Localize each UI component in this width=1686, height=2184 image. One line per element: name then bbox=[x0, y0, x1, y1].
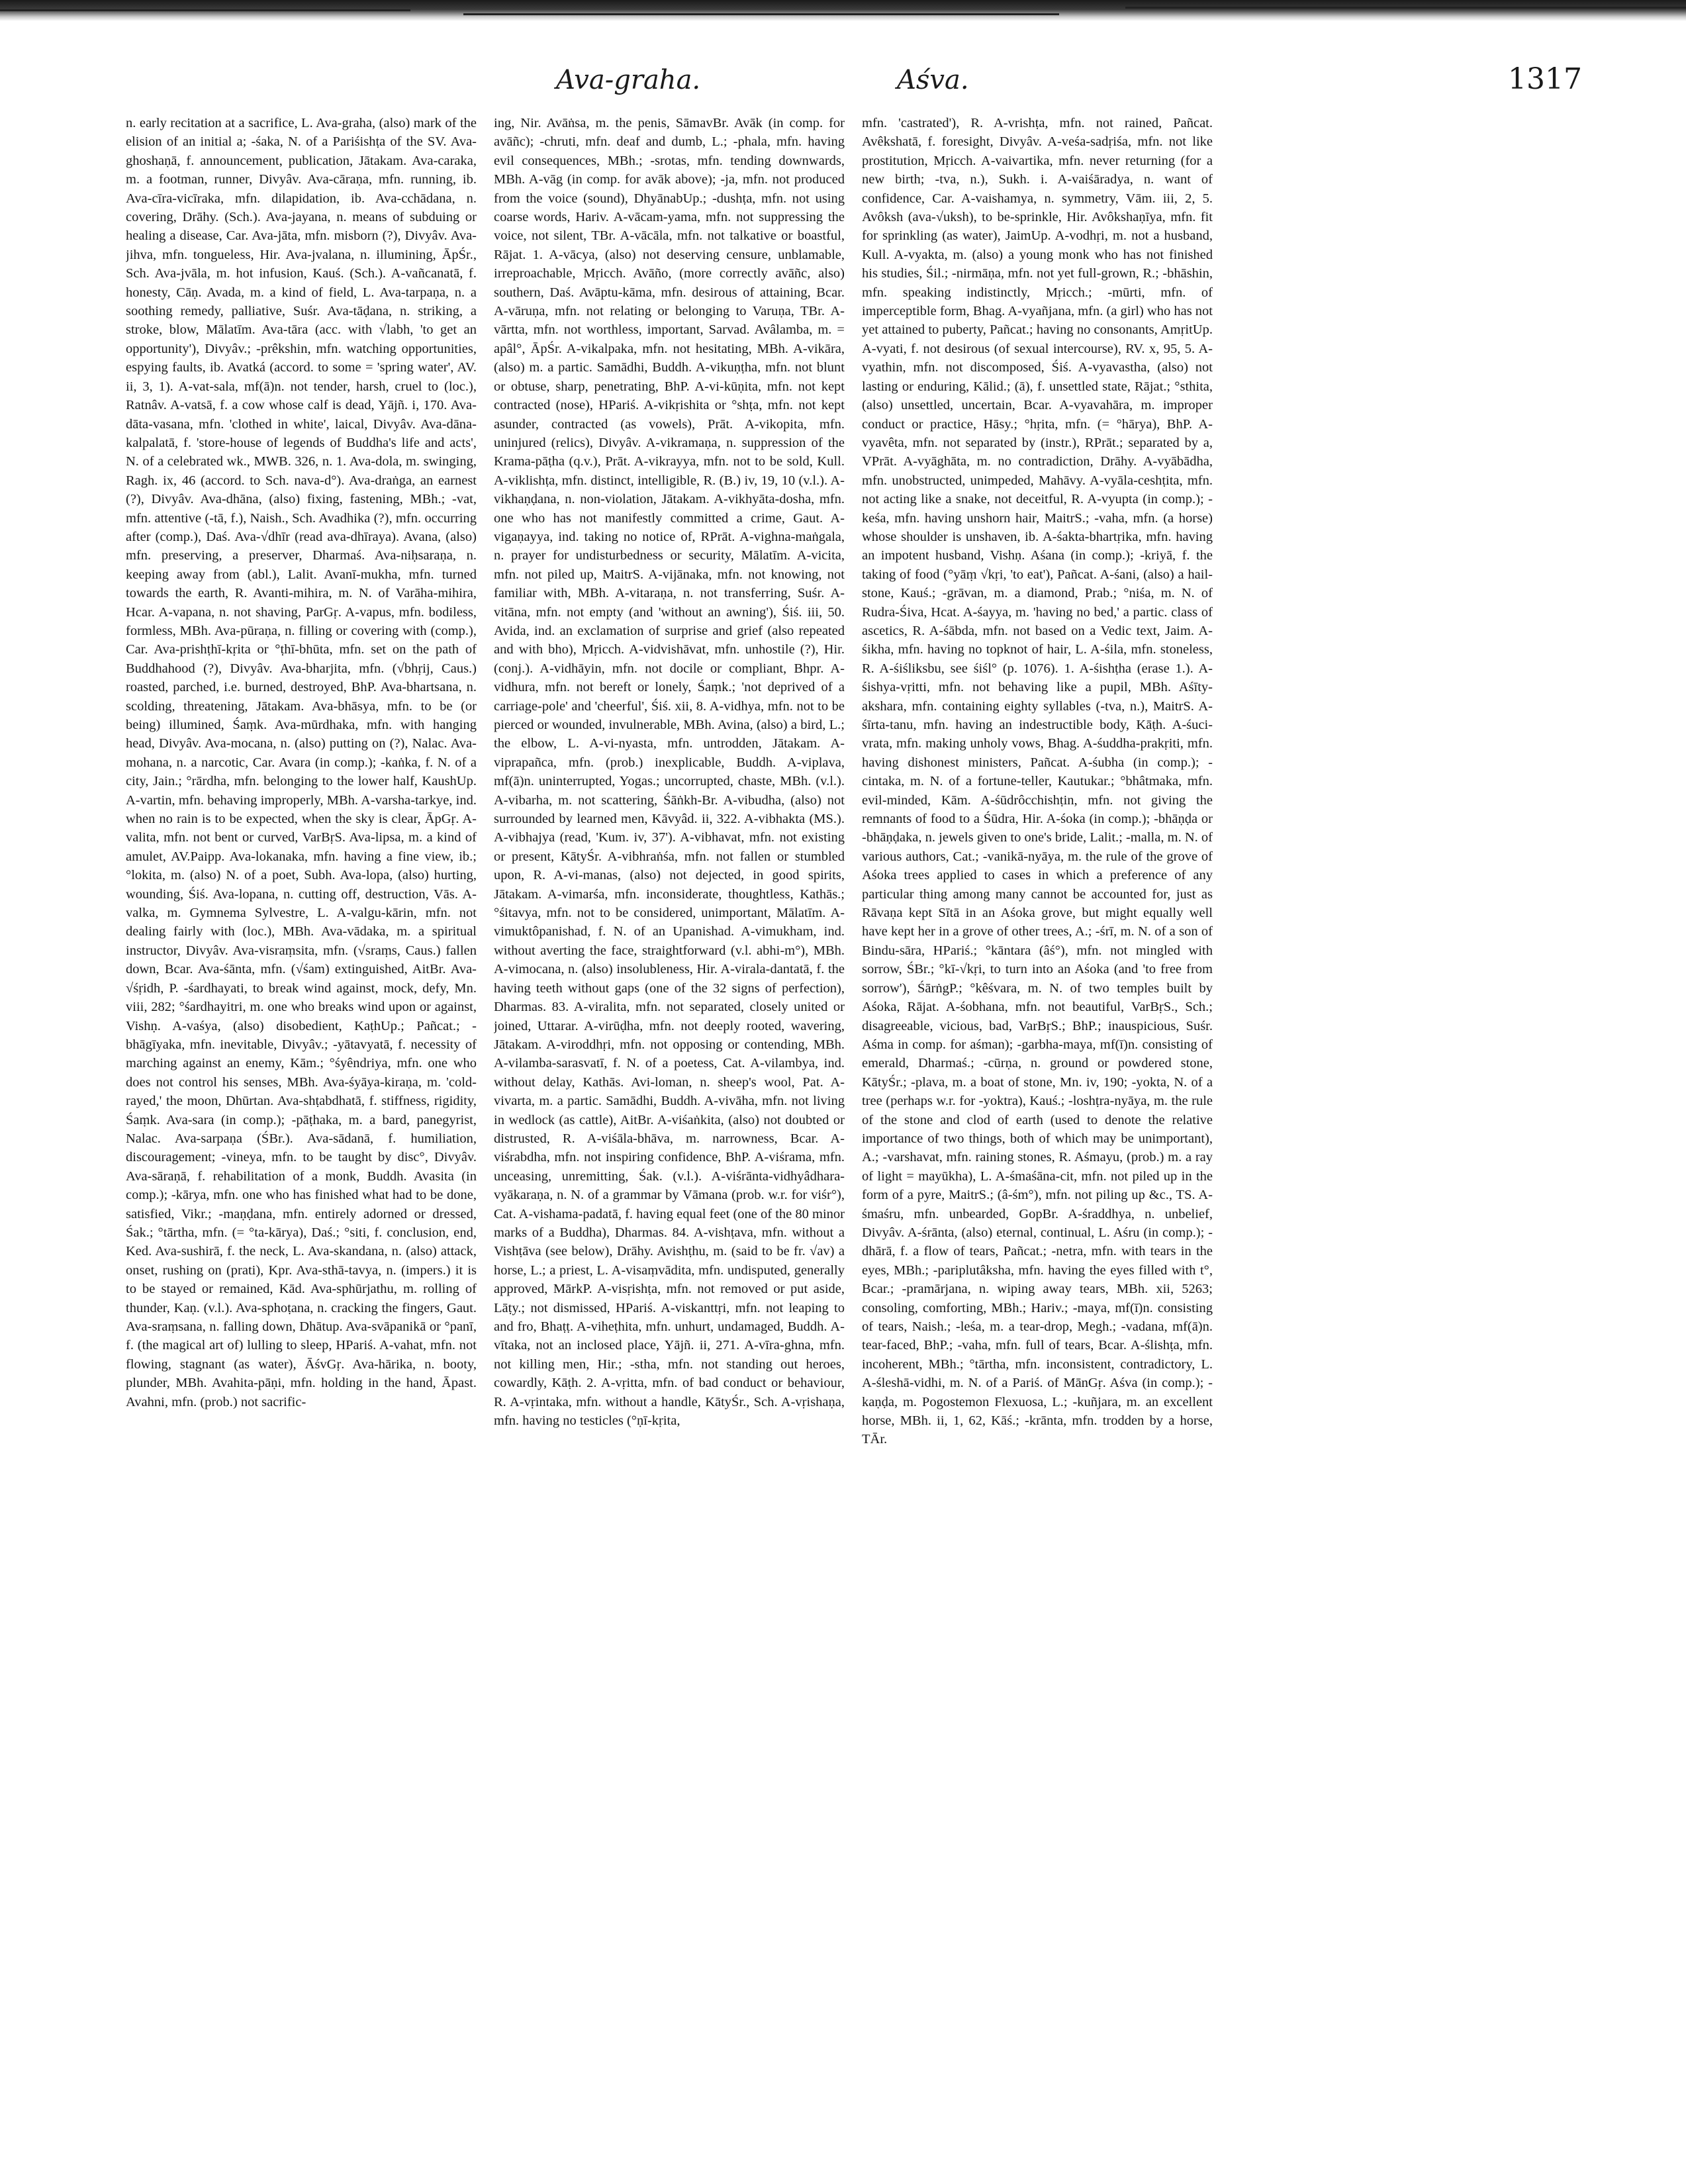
scan-streak bbox=[1125, 7, 1686, 9]
scan-streak bbox=[0, 9, 410, 11]
column-text: n. early recitation at a sacrifice, L. Ava-graha, (also) mark of the elision of an initial a; -śaka, N. of a Pariśishṭa of the SV. Ava-ghoshaṇā, f. announcement, publication, Jātakam. Ava-caraka, m. a footman, runner, Divyâv. Ava-cāraṇa, mfn. running, ib. Ava-cīra-vicīraka, mfn. dilapidation, ib. Ava-cchādana, n. covering, Drāhy. (Sch.). Ava-jayana, n. means of subduing or healing a disease, Car. Ava-jāta, mfn. misborn (?), Divyâv. Ava-jihva, mfn. tongueless, Hir. Ava-jvalana, n. illumining, ĀpŚr., Sch. Ava-jvāla, m. hot infusion, Kauś. (Sch.). A-vañcanatā, f. honesty, Cāṇ. Avada, m. a kind of field, L. Ava-tarpaṇa, n. a soothing remedy, palliative, Suśr. Ava-tāḍana, n. striking, a stroke, blow, Mālatīm. Ava-tāra (acc. with √labh, 'to get an opportunity'), Divyâv.; -prêkshin, mfn. watching opportunities, espying faults, ib. Avatká (accord. to some = 'spring water', AV. ii, 3, 1). A-vat-sala, mf(ā)n. not tender, harsh, cruel to (loc.), Ratnâv. A-vatsā, f. a cow whose calf is dead, Yājñ. i, 170. Ava-dāta-vasana, mfn. 'clothed in white', laical, Divyâv. Ava-dāna-kalpalatā, f. 'store-house of legends of Buddha's life and acts', N. of a celebrated wk., MWB. 326, n. 1. Ava-dola, m. swinging, Ragh. ix, 46 (accord. to Sch. nava-d°). Ava-draṅga, an earnest (?), Divyâv. Ava-dhāna, (also) fixing, fastening, MBh.; -vat, mfn. attentive (-tā, f.), Naish., Sch. Avadhika (?), mfn. occurring after (comp.), Daś. Ava-√dhīr (read ava-dhīraya). Avana, (also) mfn. preserving, a preserver, Dharmaś. Ava-niḥsaraṇa, n. keeping away from (abl.), Lalit. Avanī-mukha, mfn. turned towards the earth, R. Avanti-mihira, m. N. of Varāha-mihira, Hcar. A-vapana, n. not shaving, ParGṛ. A-vapus, mfn. bodiless, formless, MBh. Ava-pūraṇa, n. filling or covering with (comp.), Car. Ava-prishṭhī-kṛita or °ṭhī-bhūta, mfn. set on the path of Buddhahood (?), Divyâv. Ava-bharjita, mfn. (√bhṛij, Caus.) roasted, parched, i.e. burned, destroyed, BhP. Ava-bhartsana, n. scolding, threatening, Jātakam. Ava-bhāsya, mfn. to be (or being) illumined, Śaṃk. Ava-mūrdhaka, mfn. with hanging head, Divyâv. Ava-mocana, n. (also) putting on (?), Nalac. Ava-mohana, n. a narcotic, Car. Avara (in comp.); -kaṅka, f. N. of a city, Jain.; °rārdha, mfn. belonging to the lower half, KaushUp. A-vartin, mfn. behaving improperly, MBh. A-varsha-tarkye, ind. when no rain is to be expected, when the sky is clear, ĀpGṛ. A-valita, mfn. not bent or curved, VarBṛS. Ava-lipsa, m. a kind of amulet, AV.Paipp. Ava-lokanaka, mfn. having a fine view, ib.; °lokita, m. (also) N. of a poet, Subh. Ava-lopa, (also) hurting, wounding, Śiś. Ava-lopana, n. cutting off, destruction, Vās. A-valka, m. Gymnema Sylvestre, L. A-valgu-kārin, mfn. not dealing fairly with (loc.), MBh. Ava-vādaka, m. a spiritual instructor, Divyâv. Ava-visraṃsita, mfn. (√sraṃs, Caus.) fallen down, Bcar. Ava-śānta, mfn. (√śam) extinguished, AitBr. Ava-√śṛidh, P. -śardhayati, to break wind against, mock, defy, Mn. viii, 282; °śardhayitri, m. one who breaks wind upon or against, Vishṇ. A-vaśya, (also) disobedient, KaṭhUp.; Pañcat.; -bhāgīyaka, mfn. inevitable, Divyâv.; -yātavyatā, f. necessity of marching against an enemy, Kām.; °śyêndriya, mfn. one who does not control his senses, MBh. Ava-śyāya-kiraṇa, m. 'cold-rayed,' the moon, Dhūrtan. Ava-shṭabdhatā, f. stiffness, rigidity, Śaṃk. Ava-sara (in comp.); -pāṭhaka, m. a bard, panegyrist, Nalac. Ava-sarpaṇa (ŚBr.). Ava-sādanā, f. humiliation, discouragement; -vineya, mfn. to be taught by disc°, Divyâv. Ava-sāraṇā, f. rehabilitation of a monk, Buddh. Avasita (in comp.); -kārya, mfn. one who has finished what had to be done, satisfied, Vikr.; -maṇḍana, mfn. entirely adorned or dressed, Śak.; °tārtha, mfn. (= °ta-kārya), Daś.; °siti, f. conclusion, end, Ked. Ava-sushirā, f. the neck, L. Ava-skandana, n. (also) attack, onset, rushing on (prati), Kpr. Ava-sthā-tavya, n. (impers.) it is to be stayed or remained, Kād. Ava-sphūrjathu, m. rolling of thunder, Kaṇ. (v.l.). Ava-sphoṭana, n. cracking the fingers, Gaut. Ava-sraṃsana, n. falling down, Dhātup. Ava-svāpanikā or °panī, f. (the magical art of) lulling to sleep, HPariś. A-vahat, mfn. not flowing, stagnant (as water), ĀśvGṛ. Ava-hārika, n. booty, plunder, MBh. Avahita-pāṇi, mfn. holding in the hand, Āpast. Avahni, mfn. (prob.) not sacrific- bbox=[126, 116, 477, 1409]
left-running-head: Ava-graha. bbox=[556, 65, 701, 95]
column-text: ing, Nir. Avāṅsa, m. the penis, SāmavBr. Avāk (in comp. for avāñc); -chruti, mfn. deaf and dumb, L.; -phala, mfn. having evil consequences, MBh.; -srotas, mfn. tending downwards, MBh. A-vāg (in comp. for avāk above); -ja, mfn. not produced from the voice (sound), DhyānabUp.; -dushṭa, mfn. not using coarse words, Hariv. A-vācam-yama, mfn. not suppressing the voice, not silent, TBr. A-vācāla, mfn. not talkative or boastful, Rājat. 1. A-vācya, (also) not deserving censure, unblamable, irreproachable, Mṛicch. Avāño, (more correctly avāñc, also) southern, Daś. Avāptu-kāma, mfn. desirous of attaining, Bcar. A-vāruṇa, mfn. not relating or belonging to Varuṇa, TBr. A-vārtta, mfn. not worthless, important, Sarvad. Avâlamba, m. = apâl°, ĀpŚr. A-vikalpaka, mfn. not hesitating, MBh. A-vikāra, (also) m. a partic. Samādhi, Buddh. A-vikuṇṭha, mfn. not blunt or obtuse, sharp, penetrating, BhP. A-vi-kūṇita, mfn. not kept contracted (nose), HPariś. A-vikṛishita or °shṭa, mfn. not kept asunder, contracted (as vowels), Prāt. A-vikopita, mfn. uninjured (relics), Divyâv. A-vikramaṇa, n. suppression of the Krama-pāṭha (q.v.), Prāt. A-vikrayya, mfn. not to be sold, Kull. A-viklishṭa, mfn. distinct, intelligible, R. (B.) iv, 19, 10 (v.l.). A-vikhaṇḍana, n. non-violation, Jātakam. A-vikhyāta-dosha, mfn. one who has not manifestly committed a crime, Gaut. A-vigaṇayya, ind. taking no notice of, RPrāt. A-vighna-maṅgala, n. prayer for undisturbedness or security, Mālatīm. A-vicita, mfn. not piled up, MaitrS. A-vijānaka, mfn. not knowing, not familiar with, MBh. A-vitaraṇa, n. not transferring, Suśr. A-vitāna, mfn. not empty (and 'without an awning'), Śiś. iii, 50. Avida, ind. an exclamation of surprise and grief (also repeated and with bho), Mṛicch. A-vidvishāvat, mfn. unhostile (?), Hir. (conj.). A-vidhāyin, mfn. not docile or compliant, Bhpr. A-vidhura, mfn. not bereft or lonely, Śaṃk.; 'not deprived of a carriage-pole' and 'cheerful', Śiś. xii, 8. A-vidhya, mfn. not to be pierced or wounded, invulnerable, MBh. Avina, (also) a bird, L.; the elbow, L. A-vi-nyasta, mfn. untrodden, Jātakam. A-viprapañca, mfn. (prob.) inexplicable, Buddh. A-viplava, mf(ā)n. uninterrupted, Yogas.; uncorrupted, chaste, MBh. (v.l.). A-vibarha, m. not scattering, Śāṅkh-Br. A-vibudha, (also) not surrounded by learned men, Kāvyâd. ii, 322. A-vibhakta (MS.). A-vibhajya (read, 'Kum. iv, 37'). A-vibhavat, mfn. not existing or present, KātyŚr. A-vibhraṅśa, mfn. not fallen or stumbled upon, R. A-vi-manas, (also) not dejected, in good spirits, Jātakam. A-vimarśa, mfn. inconsiderate, thoughtless, Kathās.; °śitavya, mfn. not to be considered, unimportant, Mālatīm. A-vimuktôpanishad, f. N. of an Upanishad. A-vimukham, ind. without averting the face, straightforward (v.l. abhi-m°), MBh. A-vimocana, n. (also) insolubleness, Hir. A-virala-dantatā, f. the having teeth without gaps (one of the 32 signs of perfection), Dharmas. 83. A-viralita, mfn. not separated, closely united or joined, Uttarar. A-virūḍha, mfn. not deeply rooted, wavering, Jātakam. A-viroddhṛi, mfn. not opposing or contending, MBh. A-vilamba-sarasvatī, f. N. of a poetess, Cat. A-vilambya, ind. without delay, Kathās. Avi-loman, n. sheep's wool, Pat. A-vivarta, m. a partic. Samādhi, Buddh. A-vivāha, mfn. not living in wedlock (as cattle), AitBr. A-viśaṅkita, (also) not doubted or distrusted, R. A-viśāla-bhāva, m. narrowness, Bcar. A-viśrabdha, mfn. not inspiring confidence, BhP. A-viśrama, mfn. unceasing, unremitting, Śak. (v.l.). A-viśrānta-vidhyâdhara-vyākaraṇa, n. N. of a grammar by Vāmana (prob. w.r. for viśr°), Cat. A-vishama-padatā, f. having equal feet (one of the 80 minor marks of a Buddha), Dharmas. 84. A-vishṭava, mfn. without a Vishṭāva (see below), Drāhy. Avishṭhu, m. (said to be fr. √av) a horse, L.; a priest, L. A-visaṃvādita, mfn. undisputed, generally approved, MārkP. A-visṛishṭa, mfn. not removed or put aside, Lāṭy.; not dismissed, HPariś. A-viskanttṛi, mfn. not leaping to and fro, Bhaṭṭ. A-viheṭhita, mfn. unhurt, undamaged, Buddh. A-vītaka, not an inclosed place, Yājñ. ii, 271. A-vīra-ghna, mfn. not killing men, Hir.; -stha, mfn. not standing out heroes, cowardly, Kāṭh. 2. A-vṛitta, mfn. of bad conduct or behaviour, R. A-vṛintaka, mfn. without a handle, KātyŚr., Sch. A-vṛishaṇa, mfn. having no testicles (°ṇī-kṛita, bbox=[494, 116, 845, 1429]
right-running-head: Aśva. bbox=[897, 65, 969, 95]
column-3 bbox=[862, 114, 1213, 2087]
column-1 bbox=[126, 114, 477, 2087]
page-number: 1317 bbox=[1508, 62, 1582, 96]
page-header bbox=[126, 62, 1582, 105]
dictionary-body bbox=[126, 114, 1582, 2087]
scan-streak bbox=[463, 13, 1059, 15]
column-2 bbox=[494, 114, 845, 2087]
column-text: mfn. 'castrated'), R. A-vrishṭa, mfn. not rained, Pañcat. Avêkshatā, f. foresight, Divyâv. A-veśa-sadṛiśa, mfn. not like prostitution, Mṛicch. A-vaivartika, mfn. never returning (for a new birth; -tva, n.), Sukh. i. A-vaiśāradya, n. want of confidence, Car. A-vaishamya, n. symmetry, Vām. iii, 2, 5. Avôksh (ava-√uksh), to be-sprinkle, Hir. Avôkshaṇīya, mfn. fit for sprinkling (as water), JaimUp. A-vodhṛi, m. not a husband, Kull. A-vyakta, m. (also) a young monk who has not finished his studies, Śil.; -nirmāṇa, mfn. not yet full-grown, R.; -bhāshin, mfn. speaking indistinctly, Mṛicch.; -mūrti, mfn. of imperceptible form, Bhag. A-vyañjana, mfn. (a girl) who has not yet attained to puberty, Pañcat.; having no consonants, AmṛitUp. A-vyati, f. not desirous (of sexual intercourse), RV. x, 95, 5. A-vyathin, mfn. not discomposed, Śiś. A-vyavastha, (also) not lasting or enduring, Kālid.; (ā), f. unsettled state, Rājat.; °sthita, (also) unsettled, uncertain, Bcar. A-vyavahāra, m. improper conduct or practice, Hāsy.; °hṛita, mfn. (= °hārya), BhP. A-vyavêta, mfn. not separated by (instr.), RPrāt.; separated by a, VPrāt. A-vyāghāta, m. no contradiction, Drāhy. A-vyābādha, mfn. unobstructed, unimpeded, Mahāvy. A-vyāla-ceshṭita, mfn. not acting like a snake, not deceitful, R. A-vyupta (in comp.); -keśa, mfn. having unshorn hair, MaitrS.; -vaha, mfn. (a horse) whose shoulder is unshaven, ib. A-śakta-bhartṛika, mfn. having an impotent husband, Vishṇ. Aśana (in comp.); -kriyā, f. the taking of food (°yāṃ √kṛi, 'to eat'), Pañcat. A-śani, (also) a hail-stone, Kauś.; -grāvan, m. a diamond, Prab.; °niśa, m. N. of Rudra-Śiva, Hcat. A-śayya, m. 'having no bed,' a partic. class of ascetics, R. A-śābda, mfn. not based on a Vedic text, Jaim. A-śikha, mfn. having no topknot of hair, L. A-śila, mfn. stoneless, R. A-śiśliksbu, see śiśl° (p. 1076). 1. A-śishṭha (erase 1.). A-śishya-vṛitti, mfn. not behaving like a pupil, MBh. Aśīty-akshara, mfn. containing eighty syllables (-tva, n.), MaitrS. A-śīrta-tanu, mfn. having an indestructible body, Kāṭh. A-śuci-vrata, mfn. making unholy vows, Bhag. A-śuddha-prakṛiti, mfn. having dishonest ministers, Pañcat. A-śubha (in comp.); -cintaka, m. N. of a fortune-teller, Kautukar.; °bhâtmaka, mfn. evil-minded, Kām. A-śūdrôcchishṭin, mfn. not giving the remnants of food to a Śūdra, Hir. A-śoka (in comp.); -bhāṇḍa or -bhāṇḍaka, n. jewels given to one's bride, Lalit.; -malla, m. N. of various authors, Cat.; -vanikā-nyāya, m. the rule of the grove of Aśoka trees applied to cases in which a preference of any particular thing among many cannot be accounted for, just as Rāvaṇa kept Sītā in an Aśoka grove, but might equally well have kept her in a grove of other trees, A.; -śrī, m. N. of a son of Bindu-sāra, HPariś.; °kāntara (âś°), mfn. not mingled with sorrow, ŚBr.; °kī-√kṛi, to turn into an Aśoka (and 'to free from sorrow'), ŚārṅgP.; °kêśvara, m. N. of two temples built by Aśoka, Rājat. A-śobhana, mfn. not beautiful, VarBṛS., Sch.; disagreeable, vicious, bad, VarBṛS.; BhP.; inauspicious, Suśr. Aśma in comp. for aśman); -garbha-maya, mf(ī)n. consisting of emerald, Dharmaś.; -cūrṇa, n. ground or powdered stone, KātyŚr.; -plava, m. a boat of stone, Mn. iv, 190; -yokta, N. of a tree (perhaps w.r. for -yoktra), Kauś.; -loshṭra-nyāya, m. the rule of the stone and clod of earth (used to denote the relative importance of two things, both of which may be unimportant), A.; -varshavat, mfn. raining stones, R. Aśmayu, (prob.) m. a ray of light = mayūkha), L. A-śmaśāna-cit, mfn. not piled up in the form of a pyre, MaitrS.; (â-śm°), mfn. not piling up &c., TS. A-śmaśru, mfn. unbearded, GopBr. A-śraddhya, n. unbelief, Divyâv. A-śrānta, (also) eternal, continual, L. Aśru (in comp.); -dhārā, f. a flow of tears, Pañcat.; -netra, mfn. with tears in the eyes, MBh.; -pariplutâksha, mfn. having the eyes filled with t°, Bcar.; -pramārjana, n. wiping away tears, MBh. xii, 5263; consoling, comforting, MBh.; Hariv.; -maya, mf(ī)n. consisting of tears, Naish.; -leśa, m. a tear-drop, Megh.; -vadana, mf(ā)n. tear-faced, BhP.; -vaha, mfn. full of tears, Bcar. A-ślishṭa, mfn. incoherent, MBh.; °tārtha, mfn. inconsistent, contradictory, L. A-śleshā-vidhi, m. N. of a Pariś. of MānGṛ. Aśva (in comp.); -kaṇḍa, m. Pogostemon Flexuosa, L.; -kuñjara, m. an excellent horse, MBh. ii, 1, 62, Kāś.; -krānta, mfn. trodden by a horse, TĀr. bbox=[862, 116, 1213, 1447]
